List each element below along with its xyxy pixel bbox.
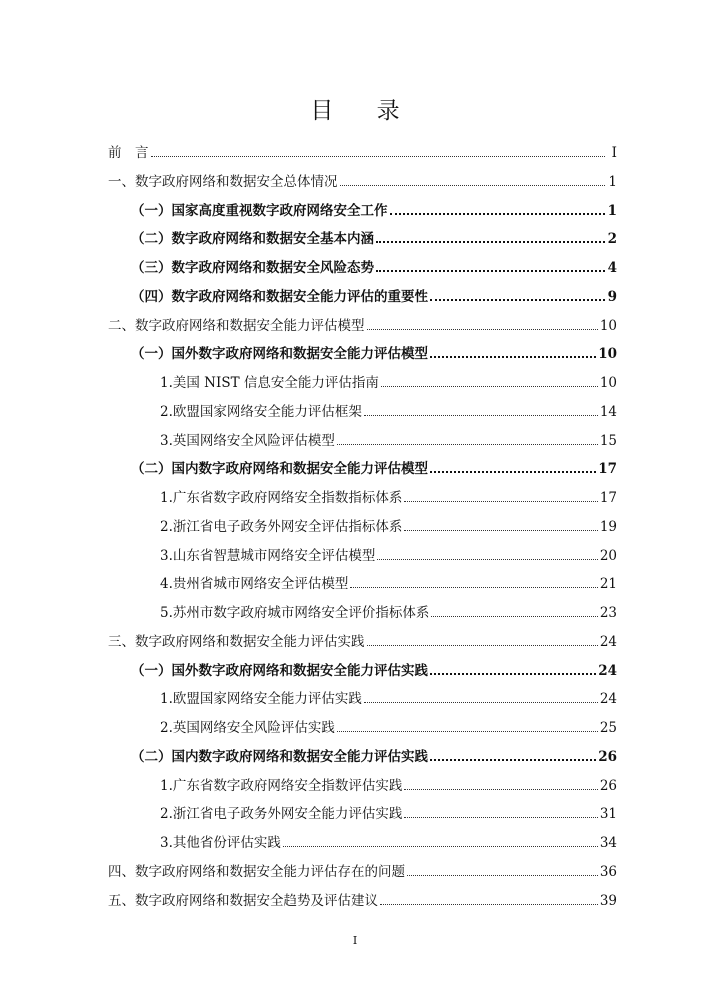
toc-entry[interactable] (0, 314, 617, 334)
dot-leader (376, 269, 605, 272)
toc-entry[interactable] (0, 371, 617, 391)
dot-leader (430, 672, 596, 675)
toc-entry-label: （四）数字政府网络和数据安全能力评估的重要性 (131, 288, 428, 305)
toc-entry-label: 1.欧盟国家网络安全能力评估实践 (160, 691, 362, 708)
toc-entry-label: 2.英国网络安全风险评估实践 (160, 720, 335, 736)
toc-entry[interactable] (0, 889, 617, 909)
dot-leader (381, 385, 598, 387)
toc-entry[interactable] (0, 716, 617, 736)
toc-entry-label: 三、数字政府网络和数据安全能力评估实践 (108, 633, 365, 650)
toc-entry-page: 34 (599, 835, 617, 851)
toc-entry-page: I (611, 145, 617, 161)
toc-entry[interactable] (0, 199, 617, 219)
toc-entry-label: 3.英国网络安全风险评估模型 (160, 432, 335, 449)
dot-leader (337, 443, 598, 445)
dot-leader (404, 816, 597, 818)
toc-entry-page: 21 (599, 576, 617, 593)
toc-entry-page: 39 (599, 892, 617, 909)
toc-entry[interactable] (0, 831, 617, 851)
toc-entry-page: 17 (598, 461, 617, 478)
dot-leader (340, 184, 606, 186)
toc-entry[interactable] (0, 659, 617, 679)
toc-entry[interactable] (0, 630, 617, 650)
dot-leader (430, 355, 596, 358)
dot-leader (390, 212, 606, 215)
page-title: 目 录 (310, 98, 418, 124)
dot-leader (350, 586, 597, 588)
dot-leader (404, 529, 597, 531)
toc-entry-page: 10 (598, 346, 617, 363)
toc-entry[interactable] (0, 141, 617, 161)
toc-entry[interactable] (0, 429, 617, 449)
dot-leader (367, 328, 598, 330)
toc-entry-page: 10 (599, 317, 617, 334)
toc-entry[interactable] (0, 342, 617, 362)
toc-entry-page: 24 (598, 662, 617, 679)
toc-entry[interactable] (0, 486, 617, 506)
toc-entry-page: 19 (599, 518, 617, 535)
toc-entry-label: 一、数字政府网络和数据安全总体情况 (108, 173, 338, 190)
toc-entry[interactable] (0, 802, 617, 822)
dot-leader (430, 758, 596, 761)
toc-entry-page: 20 (599, 547, 617, 564)
toc-entry-label: 2.浙江省电子政务外网安全能力评估实践 (160, 806, 403, 823)
toc-entry[interactable] (0, 400, 617, 420)
toc-entry-label: （一）国家高度重视数字政府网络安全工作 (131, 202, 388, 219)
toc-entry-page: 25 (599, 720, 617, 736)
toc-entry-label: 2.浙江省电子政务外网安全评估指标体系 (160, 518, 403, 535)
dot-leader (337, 730, 598, 732)
toc-entry-label: （二）国内数字政府网络和数据安全能力评估实践 (131, 748, 428, 765)
toc-entry-page: 31 (599, 806, 617, 823)
toc-entry-label: （二）国内数字政府网络和数据安全能力评估模型 (131, 461, 428, 478)
dot-leader (407, 874, 598, 876)
dot-leader (430, 298, 605, 301)
toc-entry-label: 二、数字政府网络和数据安全能力评估模型 (108, 317, 365, 334)
toc-entry-page: 1 (608, 173, 617, 190)
toc-entry[interactable] (0, 170, 617, 190)
dot-leader (431, 615, 597, 617)
toc-entry-label: 1.美国 NIST 信息安全能力评估指南 (160, 375, 379, 391)
dot-leader (283, 845, 598, 847)
toc-entry-label: 四、数字政府网络和数据安全能力评估存在的问题 (108, 863, 405, 880)
toc-entry-label: 5.苏州市数字政府城市网络安全评价指标体系 (160, 605, 430, 621)
toc-entry[interactable] (0, 687, 617, 707)
toc-entry[interactable] (0, 745, 617, 765)
toc-entry-label: 4.贵州省城市网络安全评估模型 (160, 576, 349, 593)
footer-page-number: I (352, 934, 358, 947)
toc-entry-page: 23 (599, 605, 617, 621)
toc-entry-label: 1.广东省数字政府网络安全指数指标体系 (160, 490, 403, 506)
toc-entry-label: 1.广东省数字政府网络安全指数评估实践 (160, 777, 403, 794)
toc-entry-page: 17 (599, 490, 617, 506)
toc-entry-page: 2 (607, 231, 617, 248)
toc-entry-label: 3.山东省智慧城市网络安全评估模型 (160, 547, 376, 564)
toc-entry-label: （二）数字政府网络和数据安全基本内涵 (131, 231, 374, 248)
toc-entry-page: 26 (598, 748, 617, 765)
toc-entry[interactable] (0, 285, 617, 305)
dot-leader (404, 500, 597, 502)
toc-entry-page: 24 (599, 691, 617, 708)
toc-entry[interactable] (0, 227, 617, 247)
toc-entry-page: 1 (607, 202, 617, 219)
toc-entry-page: 9 (607, 288, 617, 305)
toc-entry[interactable] (0, 457, 617, 477)
toc-entry-label: 3.其他省份评估实践 (160, 835, 281, 851)
toc-entry-page: 10 (599, 375, 617, 391)
dot-leader (364, 701, 598, 703)
dot-leader (377, 558, 597, 560)
dot-leader (376, 240, 605, 243)
toc-entry-label: （一）国外数字政府网络和数据安全能力评估模型 (131, 346, 428, 363)
toc-entry-page: 36 (599, 863, 617, 880)
dot-leader (364, 414, 598, 416)
dot-leader (151, 155, 606, 157)
toc-entry-page: 15 (599, 432, 617, 449)
dot-leader (380, 903, 598, 905)
dot-leader (367, 644, 598, 646)
toc-entry[interactable] (0, 515, 617, 535)
toc-entry[interactable] (0, 256, 617, 276)
toc-entry-page: 14 (599, 403, 617, 420)
toc-entry[interactable] (0, 572, 617, 592)
toc-entry-page: 4 (607, 260, 617, 276)
toc-entry-label: （一）国外数字政府网络和数据安全能力评估实践 (131, 662, 428, 679)
toc-entry[interactable] (0, 601, 617, 621)
toc-entry-label: 前 言 (108, 145, 149, 161)
toc-entry-page: 24 (599, 633, 617, 650)
toc-entry[interactable] (0, 774, 617, 794)
toc-entry[interactable] (0, 544, 617, 564)
toc-entry-label: （三）数字政府网络和数据安全风险态势 (131, 260, 374, 276)
toc-entry-page: 26 (599, 777, 617, 794)
toc-entry[interactable] (0, 860, 617, 880)
toc-entry-label: 五、数字政府网络和数据安全趋势及评估建议 (108, 892, 378, 909)
dot-leader (430, 470, 596, 473)
toc-entry-label: 2.欧盟国家网络安全能力评估框架 (160, 403, 362, 420)
dot-leader (404, 788, 597, 790)
